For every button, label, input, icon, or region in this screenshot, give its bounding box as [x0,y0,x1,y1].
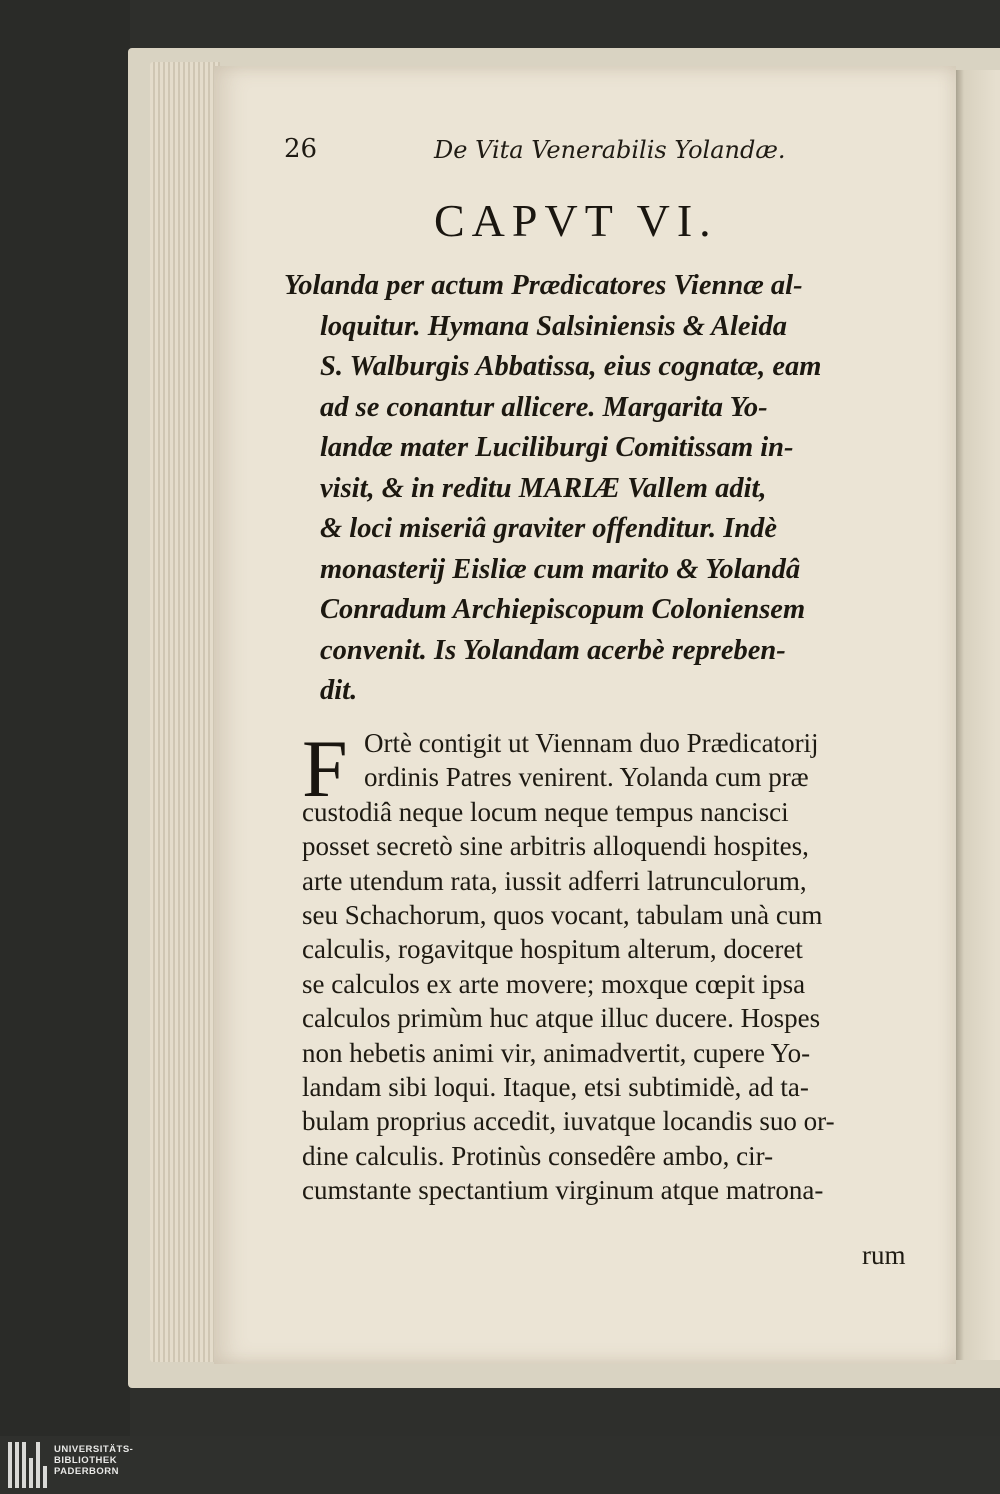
body-line: non hebetis animi vir, animadvertit, cupere Yo- [302,1037,811,1068]
summary-line: dit. [320,675,358,706]
summary-line: S. Walburgis Abbatissa, eius cognatæ, eam [320,351,822,382]
summary-line: Yolanda per actum Prædicatores Viennæ al- [284,270,803,301]
catchword: rum [862,1240,906,1270]
body-line: bulam proprius accedit, iuvatque locandis suo or- [302,1106,835,1137]
library-name-line: UNIVERSITÄTS- [54,1444,134,1455]
chapter-summary [284,266,924,712]
summary-line: landæ mater Luciliburgi Comitissam in- [320,432,794,463]
library-name [54,1444,133,1477]
summary-line: monasterij Eisliæ cum marito & Yolandâ [320,553,801,585]
summary-line: ad se conantur allicere. Margarita Yo- [320,391,768,423]
body-line: cumstante spectantium virginum atque matrona- [302,1175,824,1206]
library-name-line: PADERBORN [54,1466,120,1477]
page-number: 26 [284,134,318,164]
page-header [284,134,904,174]
body-line: dine calculis. Protinùs consedêre ambo, cir- [302,1140,774,1171]
book-page [214,66,956,1364]
body-line: calculis, rogavitque hospitum alterum, doceret [302,934,803,965]
library-logo [8,1442,168,1490]
drop-cap: F [302,723,348,814]
body-line: seu Schachorum, quos vocant, tabulam unà cum [302,900,823,931]
page-edges [150,62,220,1362]
facing-page-edge [956,70,1000,1360]
library-name-line: BIBLIOTHEK [54,1455,118,1466]
summary-line: & loci miseriâ graviter offenditur. Indè [320,513,778,544]
body-line: custodiâ neque locum neque tempus nancisci [302,796,789,827]
running-title: De Vita Venerabilis Yolandæ. [434,136,786,164]
body-line: landam sibi loqui. Itaque, etsi subtimidè, ad ta- [302,1072,809,1103]
summary-line: visit, & in reditu MARIÆ Vallem adit, [320,472,767,504]
chapter-title: CAPVT VI. [434,195,718,246]
summary-line: loquitur. Hymana Salsiniensis & Aleida [320,310,787,342]
summary-line: convenit. Is Yolandam acerbè repreben- [320,634,786,666]
body-line: arte utendum rata, iussit adferri latrunculorum, [302,865,807,896]
body-line: se calculos ex arte movere; moxque cœpit ipsa [302,968,806,999]
body-text [302,723,932,1208]
body-line: calculos primùm huc atque illuc ducere. Hospes [302,1003,821,1034]
body-line: ordinis Patres venirent. Yolanda cum præ [364,762,809,793]
body-line: Ortè contigit ut Viennam duo Prædicatorij [364,728,819,758]
summary-line: Conradum Archiepiscopum Coloniensem [320,594,806,625]
body-line: posset secretò sine arbitris alloquendi hospites, [302,831,809,862]
background-left [0,0,130,1494]
logo-bars-icon [8,1442,48,1488]
